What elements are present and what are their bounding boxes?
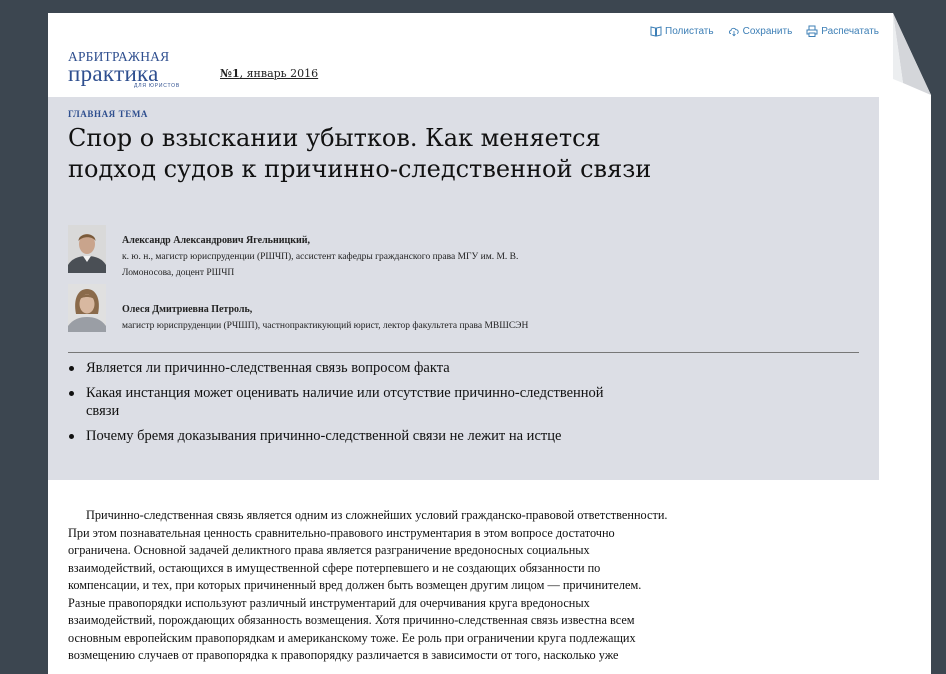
author-info: [122, 302, 622, 334]
article-title: Спор о взыскании убытков. Как меняется подход судов к причинно-следственной связи: [68, 124, 652, 183]
browse-button[interactable]: [650, 25, 714, 37]
save-label: Сохранить: [742, 25, 793, 37]
author-info: [122, 233, 622, 281]
article-page: [48, 13, 931, 674]
print-button[interactable]: [806, 25, 879, 37]
author-bio: к. ю. н., магистр юриспруденции (РШЧП), ассистент кафедры гражданского права МГУ им. М. В.: [122, 252, 519, 262]
issue-number: №1: [220, 67, 240, 80]
author-bio: Ломоносова, доцент РШЧП: [122, 268, 235, 278]
section-label: ГЛАВНАЯ ТЕМА: [68, 109, 149, 119]
divider: [68, 352, 859, 353]
cloud-download-icon: [728, 25, 740, 37]
logo-line-1: АРБИТРАЖНАЯ: [68, 49, 170, 64]
author-photo: [68, 225, 106, 273]
key-questions-list: [68, 359, 628, 452]
logo-line-3: ДЛЯ ЮРИСТОВ: [134, 83, 180, 89]
article-body-paragraph: Причинно-следственная связь является одним из сложнейших условий гражданско-правовой ответственности. При этом познавательная ценность сравнительно-правового инструментария в этом вопросе достаточно ограничена. Основной задачей деликтного права является разграничение вредоносных социальных взаимодействий, остающихся в имущественной сфере потерпевшего и не создающих обязанности по компенсации, и тех, при которых причиненный вред должен быть возмещен другим лицом — причинителем. Разные правопорядки используют различный инструментарий для очерчивания круга вредоносных взаимодействий, порождающих обязанность возмещения. Хотя причинно-следственная связь известна всем основным европейским правопорядкам и американскому тоже. Ее роль при ограничении круга подлежащих возмещению случаев от правопорядка к правопорядку различается в зависимости от того, насколько уже: [68, 508, 668, 662]
book-icon: [650, 25, 662, 37]
list-item: Почему бремя доказывания причинно-следственной связи не лежит на истце: [68, 427, 628, 445]
article-header: [48, 97, 879, 480]
page-fold-corner: [893, 13, 931, 95]
issue-link[interactable]: [220, 67, 318, 80]
author-name: Олеся Дмитриевна Петроль,: [122, 304, 253, 315]
print-label: Распечатать: [821, 25, 879, 37]
author-name: Александр Александрович Ягельницкий,: [122, 235, 311, 246]
issue-date: , январь 2016: [239, 67, 319, 80]
save-button[interactable]: [728, 25, 793, 37]
publication-logo[interactable]: [68, 50, 186, 89]
list-item: Какая инстанция может оценивать наличие или отсутствие причинно-следственной связи: [68, 384, 628, 420]
logo-line-2: практика: [68, 61, 159, 86]
article-toolbar: [650, 25, 879, 37]
author-bio: магистр юриспруденции (РЧШП), частнопрактикующий юрист, лектор факультета права МВШСЭН: [122, 321, 529, 331]
printer-icon: [806, 25, 818, 37]
author-photo: [68, 284, 106, 332]
list-item: Является ли причинно-следственная связь вопросом факта: [68, 359, 628, 377]
browse-label: Полистать: [665, 25, 714, 37]
